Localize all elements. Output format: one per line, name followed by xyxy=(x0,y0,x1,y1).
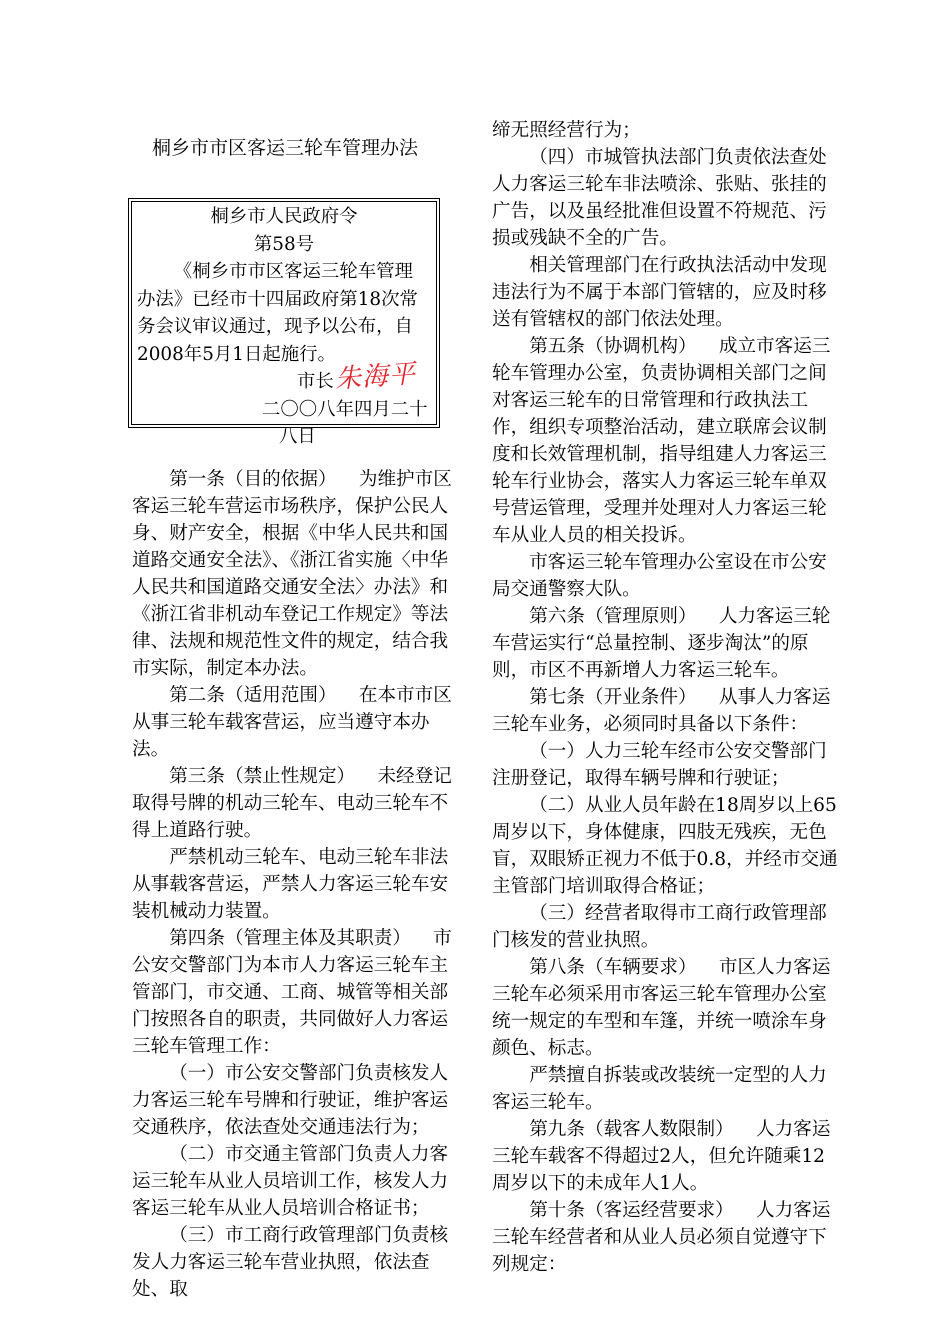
article-paragraph xyxy=(132,925,460,1060)
article-body: 人力客运三轮车经营者和从业人员必须自觉遵守下列规定： xyxy=(492,1200,831,1275)
article-paragraph xyxy=(132,844,460,925)
article-heading: 第六条（管理原则） xyxy=(529,606,697,627)
article-paragraph xyxy=(492,684,842,738)
article-body: （四）市城管执法部门负责依法查处人力客运三轮车非法喷涂、张贴、张挂的广告，以及虽经批准但设置不符规范、污损或残缺不全的广告。 xyxy=(492,147,827,249)
article-body: （二）市交通主管部门负责人力客运三轮车从业人员培训工作，核发人力客运三轮车从业人员培训合格证书； xyxy=(132,1144,449,1219)
article-paragraph xyxy=(492,603,842,684)
article-heading: 第八条（车辆要求） xyxy=(529,957,697,978)
decree-signature-line xyxy=(137,359,431,396)
article-heading: 第四条（管理主体及其职责） xyxy=(169,928,411,949)
article-body: （三）经营者取得市工商行政管理部门核发的营业执照。 xyxy=(492,903,827,951)
article-paragraph xyxy=(132,1060,460,1141)
article-heading: 第一条（目的依据） xyxy=(169,469,337,490)
article-paragraph xyxy=(132,466,460,682)
article-paragraph xyxy=(132,682,460,763)
article-paragraph xyxy=(132,763,460,844)
article-paragraph xyxy=(492,1197,842,1278)
article-paragraph xyxy=(492,144,842,252)
left-column xyxy=(132,466,460,1303)
article-paragraph xyxy=(132,1141,460,1222)
article-paragraph xyxy=(492,1062,842,1116)
article-paragraph xyxy=(492,549,842,603)
article-body: 市公安交警部门为本市人力客运三轮车主管部门，市交通、工商、城管等相关部门按照各自的职责，共同做好人力客运三轮车管理工作： xyxy=(132,928,452,1057)
decree-heading: 桐乡市人民政府令 xyxy=(210,206,358,227)
article-body: 严禁擅自拆装或改装统一定型的人力客运三轮车。 xyxy=(492,1065,827,1113)
article-body: 人力客运三轮车载客不得超过2人，但允许随乘12周岁以下的未成年人1人。 xyxy=(492,1119,831,1194)
article-body: 严禁机动三轮车、电动三轮车非法从事载客营运，严禁人力客运三轮车安装机械动力装置。 xyxy=(132,847,449,922)
article-heading: 第三条（禁止性规定） xyxy=(169,766,356,787)
article-body: （二）从业人员年龄在18周岁以上65周岁以下，身体健康，四肢无残疾，无色盲，双眼矫正视力不低于0.8，并经市交通主管部门培训取得合格证； xyxy=(492,795,838,897)
article-body: （一）人力三轮车经市公安交警部门注册登记，取得车辆号牌和行驶证； xyxy=(492,741,827,789)
article-paragraph xyxy=(492,1116,842,1197)
article-body: 相关管理部门在行政执法活动中发现违法行为不属于本部门管辖的，应及时移送有管辖权的部门依法处理。 xyxy=(492,255,827,330)
article-body: 为维护市区客运三轮车营运市场秩序，保护公民人身、财产安全，根据《中华人民共和国道路交通安全法》、《浙江省实施〈中华人民共和国道路交通安全法〉办法》和《浙江省非机动车登记工作规定》等法律、法规和规范性文件的规定，结合我市实际，制定本办法。 xyxy=(132,469,452,679)
article-heading: 第十条（客运经营要求） xyxy=(529,1200,734,1221)
article-paragraph xyxy=(132,1222,460,1303)
article-paragraph xyxy=(492,252,842,333)
article-paragraph xyxy=(492,738,842,792)
decree-text: 《桐乡市市区客运三轮车管理办法》已经市十四届政府第18次常务会议审议通过，现予以公布，自2008年5月1日起施行。 xyxy=(137,261,418,365)
article-body: 在本市市区从事三轮车载客营运，应当遵守本办法。 xyxy=(132,685,452,760)
article-heading: 第七条（开业条件） xyxy=(529,687,697,708)
decree-date-cont: 八日 xyxy=(279,426,316,447)
article-body: 市区人力客运三轮车必须采用市客运三轮车管理办公室统一规定的车型和车篷，并统一喷涂车身颜色、标志。 xyxy=(492,957,831,1059)
handwritten-signature: 朱海平 xyxy=(334,359,417,395)
article-paragraph xyxy=(492,900,842,954)
article-body: （三）市工商行政管理部门负责核发人力客运三轮车营业执照，依法查处、取 xyxy=(132,1225,449,1300)
article-paragraph xyxy=(492,792,842,900)
article-heading: 第五条（协调机构） xyxy=(529,336,697,357)
article-heading: 第二条（适用范围） xyxy=(169,685,337,706)
decree-box xyxy=(128,198,440,447)
decree-number: 第58号 xyxy=(253,233,315,255)
article-body: （一）市公安交警部门负责核发人力客运三轮车号牌和行驶证，维护客运交通秩序，依法查处交通违法行为； xyxy=(132,1063,449,1138)
article-body: 未经登记取得号牌的机动三轮车、电动三轮车不得上道路行驶。 xyxy=(132,766,452,841)
document-title: 桐乡市市区客运三轮车管理办法 xyxy=(152,137,419,159)
right-column xyxy=(492,117,842,1278)
article-body: 市客运三轮车管理办公室设在市公安局交通警察大队。 xyxy=(492,552,827,600)
article-body: 成立市客运三轮车管理办公室，负责协调相关部门之间对客运三轮车的日常管理和行政执法工作，组织专项整治活动，建立联席会议制度和长效管理机制，指导组建人力客运三轮车行业协会，落实人力客运三轮车单双号营运管理，受理并处理对人力客运三轮车从业人员的相关投诉。 xyxy=(492,336,831,546)
article-paragraph xyxy=(492,954,842,1062)
decree-sign-prefix: 市长 xyxy=(297,371,334,392)
article-body: 缔无照经营行为； xyxy=(492,120,641,141)
article-heading: 第九条（载客人数限制） xyxy=(529,1119,734,1140)
article-body: 从事人力客运三轮车业务，必须同时具备以下条件： xyxy=(492,687,831,735)
article-body: 人力客运三轮车营运实行“总量控制、逐步淘汰”的原则，市区不再新增人力客运三轮车。 xyxy=(492,606,831,681)
article-paragraph xyxy=(492,333,842,549)
decree-date: 二〇〇八年四月二十 xyxy=(262,398,428,420)
article-paragraph xyxy=(492,117,842,144)
